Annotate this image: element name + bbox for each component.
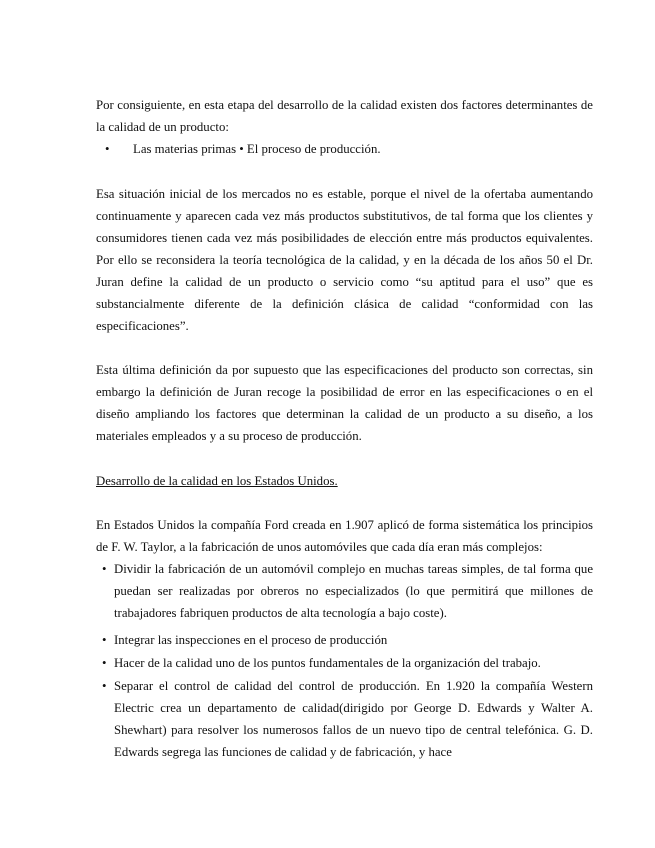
materials-bullet-text: Las materias primas • El proceso de producción.	[133, 142, 381, 156]
list-item: • Integrar las inspecciones en el proceso de producción	[96, 629, 593, 651]
list-item: • Separar el control de calidad del control de producción. En 1.920 la compañía Western Electric crea un departamento de calidad(dirigido por George D. Edwards y Walter A. Shewhart) para resolver los numerosos fallos de un nuevo tipo de central telefónica. G. D. Edwards segrega las funciones de calidad y de fabricación, y hace	[96, 675, 593, 763]
bullet-icon: •	[105, 142, 110, 156]
ford-principles-list	[96, 558, 593, 763]
list-item: • Hacer de la calidad uno de los puntos fundamentales de la organización del trabajo.	[96, 652, 593, 674]
section-intro-paragraph: En Estados Unidos la compañía Ford creada en 1.907 aplicó de forma sistemática los principios de F. W. Taylor, a la fabricación de unos automóviles que cada día eran más complejos:	[96, 518, 593, 554]
section-heading: Desarrollo de la calidad en los Estados Unidos.	[96, 474, 338, 488]
materials-bullet	[96, 138, 593, 160]
definition-paragraph: Esta última definición da por supuesto que las especificaciones del producto son correctas, sin embargo la definición de Juran recoge la posibilidad de error en las especificaciones o en el diseño ampliando los factores que determinan la calidad de un producto a su diseño, a los materiales empleados y a su proceso de producción.	[96, 363, 593, 443]
intro-paragraph: Por consiguiente, en esta etapa del desarrollo de la calidad existen dos factores determinantes de la calidad de un producto:	[96, 98, 593, 134]
list-item: • Dividir la fabricación de un automóvil complejo en muchas tareas simples, de tal forma que puedan ser realizadas por obreros no especializados (lo que permitirá que millones de trabajadores fabriquen productos de alta tecnología a bajo coste).	[96, 558, 593, 624]
market-paragraph: Esa situación inicial de los mercados no es estable, porque el nivel de la ofertaba aumentando continuamente y aparecen cada vez más productos substitutivos, de tal forma que los clientes y consumidores tienen cada vez más posibilidades de elección entre más productos equivalentes. Por ello se reconsidera la teoría tecnológica de la calidad, y en la década de los años 50 el Dr. Juran define la calidad de un producto o servicio como “su aptitud para el uso” que es substancialmente diferente de la definición clásica de calidad “conformidad con las especificaciones”.	[96, 187, 593, 333]
document-page	[96, 94, 593, 763]
